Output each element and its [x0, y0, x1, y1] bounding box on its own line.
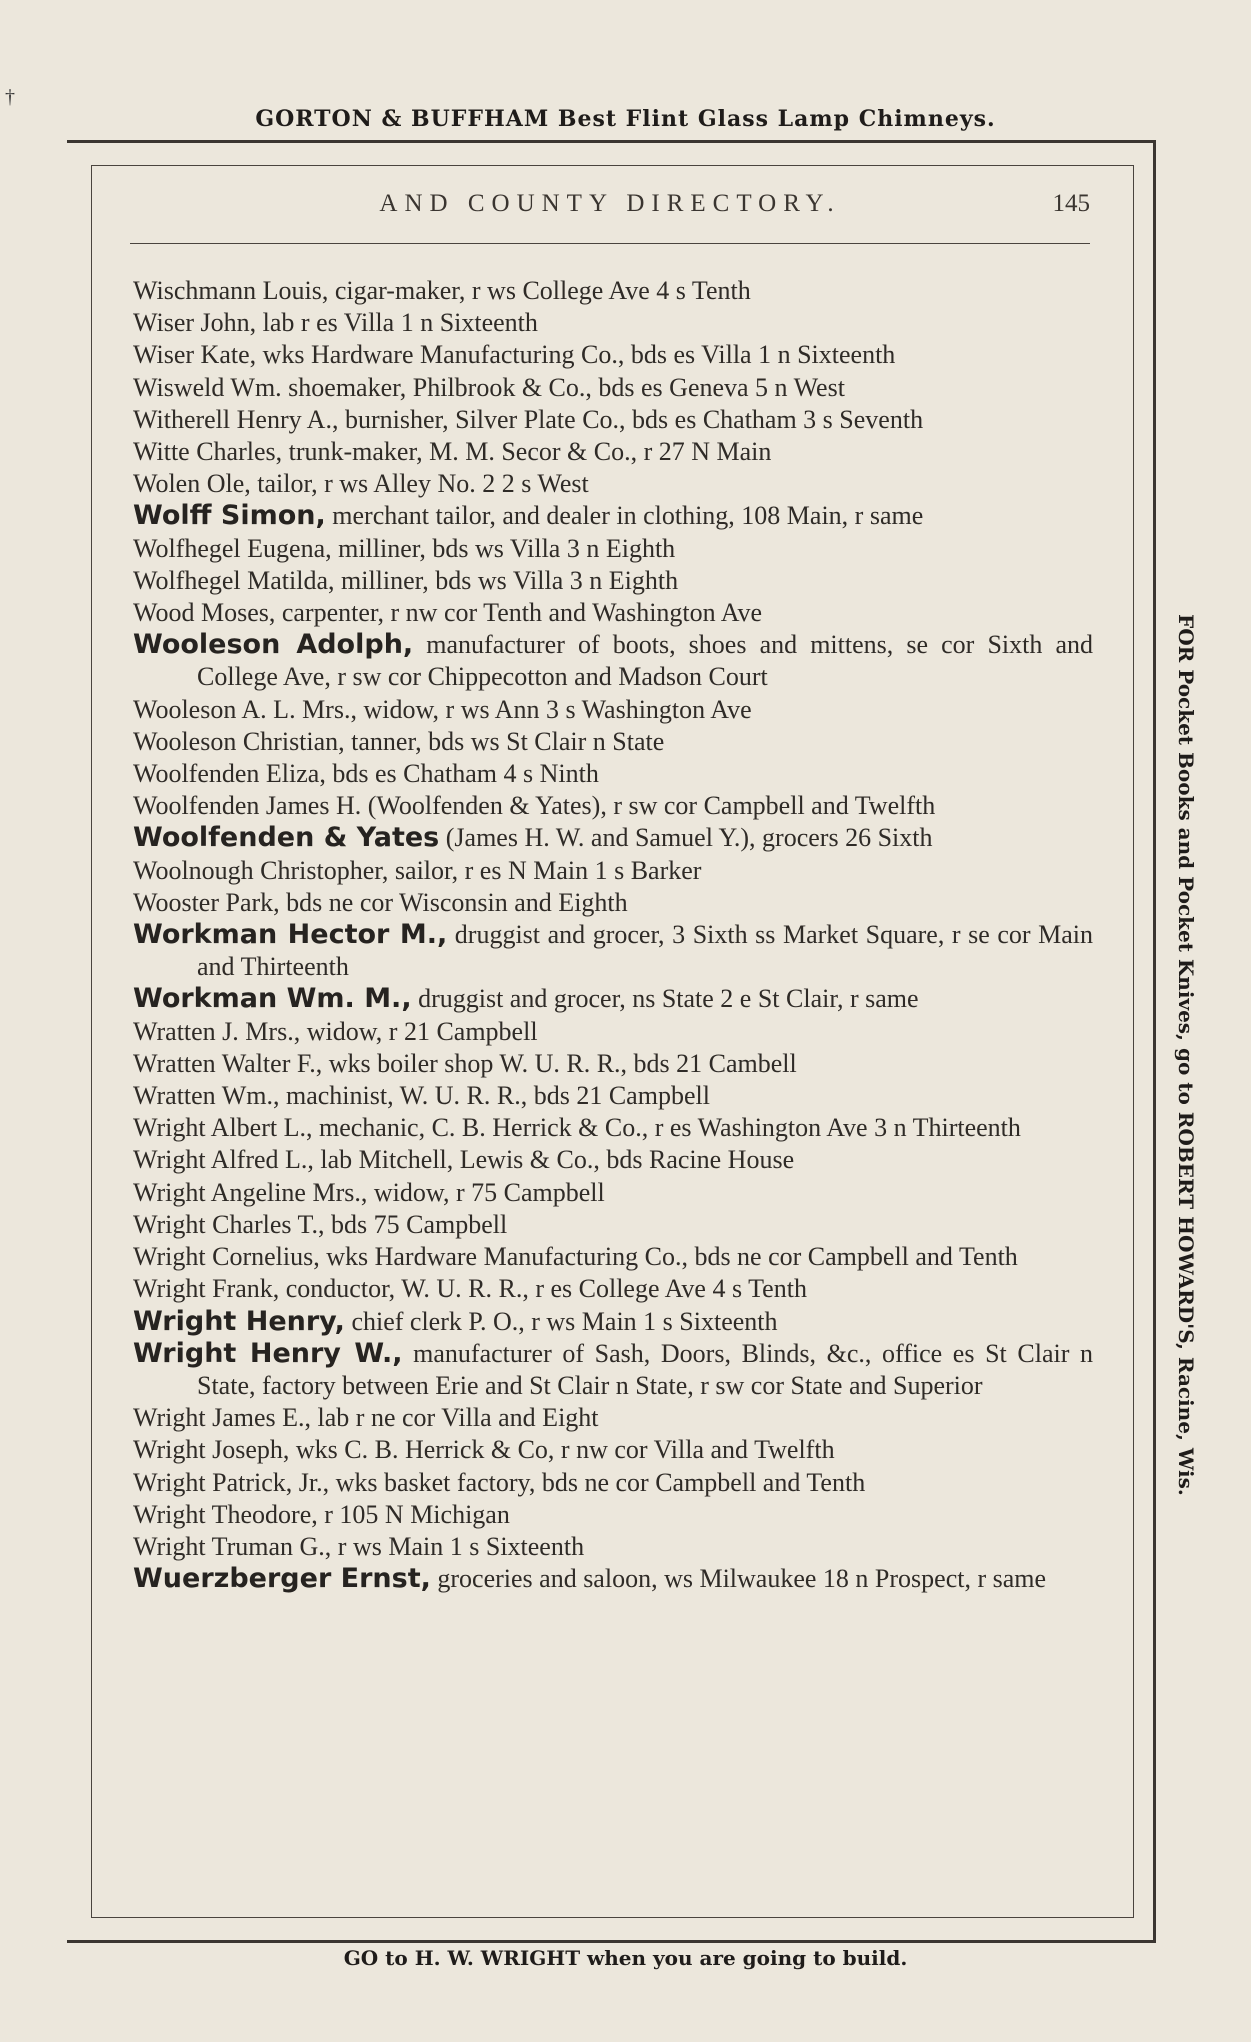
directory-entry: [133, 726, 1093, 758]
directory-entry: [133, 1209, 1093, 1241]
entry-text: Wright Angeline Mrs., widow, r 75 Campbell: [133, 1177, 605, 1207]
directory-entry: [133, 275, 1093, 307]
directory-entry: [133, 758, 1093, 790]
entry-name-bold: Wright Henry W.,: [133, 1337, 403, 1369]
directory-entry: [133, 887, 1093, 919]
entry-text: Wratten J. Mrs., widow, r 21 Campbell: [133, 1016, 538, 1046]
entry-text: Wooster Park, bds ne cor Wisconsin and Eighth: [133, 887, 628, 917]
directory-entry: [133, 855, 1093, 887]
entry-text: Wright Charles T., bds 75 Campbell: [133, 1209, 508, 1239]
entry-text: Wooleson A. L. Mrs., widow, r ws Ann 3 s Washington Ave: [133, 694, 752, 724]
entry-name-bold: Wright Henry,: [133, 1305, 345, 1337]
entry-text: druggist and grocer, 3 Sixth ss Market Square, r se cor Main and Thirteenth: [197, 920, 1094, 982]
margin-mark: †: [5, 86, 15, 108]
directory-entry: [133, 1016, 1093, 1048]
entry-text: Wischmann Louis, cigar-maker, r ws College Ave 4 s Tenth: [133, 276, 751, 305]
directory-entry: [133, 1177, 1093, 1209]
entry-text: Wright Alfred L., lab Mitchell, Lewis & Co., bds Racine House: [133, 1145, 795, 1175]
entry-text: Wright Theodore, r 105 N Michigan: [133, 1499, 510, 1529]
entry-text: Woolnough Christopher, sailor, r es N Main 1 s Barker: [133, 855, 702, 885]
directory-entry: [133, 436, 1093, 468]
running-header: [130, 190, 1090, 226]
directory-entry: [133, 983, 1093, 1015]
entry-text: groceries and saloon, ws Milwaukee 18 n Prospect, r same: [430, 1564, 1047, 1594]
directory-entry: [133, 1080, 1093, 1112]
entry-text: Wisweld Wm. shoemaker, Philbrook & Co., bds es Geneva 5 n West: [133, 372, 845, 402]
directory-entry: [133, 372, 1093, 404]
directory-entry: [133, 1467, 1093, 1499]
directory-entry: [133, 1306, 1093, 1338]
entry-text: Woolfenden James H. (Woolfenden & Yates), r sw cor Campbell and Twelfth: [133, 791, 936, 821]
directory-entry: [133, 919, 1093, 983]
entry-name-bold: Woolfenden & Yates: [133, 822, 440, 854]
directory-entry-list: [133, 275, 1093, 1595]
directory-entry: [133, 1499, 1093, 1531]
directory-title: AND COUNTY DIRECTORY.: [379, 190, 841, 217]
entry-name-bold: Workman Hector M.,: [133, 919, 448, 951]
directory-entry: [133, 1434, 1093, 1466]
entry-text: Wright Cornelius, wks Hardware Manufacturing Co., bds ne cor Campbell and Tenth: [133, 1242, 1018, 1272]
entry-text: Wright Patrick, Jr., wks basket factory, bds ne cor Campbell and Tenth: [133, 1467, 866, 1497]
entry-text: merchant tailor, and dealer in clothing, 108 Main, r same: [325, 501, 924, 531]
entry-text: Wright Joseph, wks C. B. Herrick & Co, r nw cor Villa and Twelfth: [133, 1435, 835, 1465]
directory-entry: [133, 339, 1093, 371]
entry-text: Witherell Henry A., burnisher, Silver Plate Co., bds es Chatham 3 s Seventh: [133, 404, 924, 434]
directory-entry: [133, 822, 1093, 854]
directory-entry: [133, 1144, 1093, 1176]
entry-text: Wright Albert L., mechanic, C. B. Herrick & Co., r es Washington Ave 3 n Thirteenth: [133, 1113, 1021, 1143]
entry-text: Wooleson Christian, tanner, bds ws St Clair n State: [133, 726, 665, 756]
directory-entry: [133, 1112, 1093, 1144]
directory-entry: [133, 1402, 1093, 1434]
entry-text: Wright Frank, conductor, W. U. R. R., r es College Ave 4 s Tenth: [133, 1274, 807, 1304]
entry-name-bold: Wooleson Adolph,: [133, 629, 414, 661]
entry-text: Witte Charles, trunk-maker, M. M. Secor & Co., r 27 N Main: [133, 437, 772, 467]
entry-text: Wiser Kate, wks Hardware Manufacturing Co., bds es Villa 1 n Sixteenth: [133, 340, 896, 370]
directory-entry: [133, 468, 1093, 500]
entry-name-bold: Workman Wm. M.,: [133, 983, 412, 1015]
entry-text: Wolfhegel Eugena, milliner, bds ws Villa 3 n Eighth: [133, 533, 676, 563]
entry-text: Woolfenden Eliza, bds es Chatham 4 s Ninth: [133, 759, 599, 789]
entry-text: Wolfhegel Matilda, milliner, bds ws Villa 3 n Eighth: [133, 565, 679, 595]
header-rule: [130, 243, 1090, 244]
entry-text: druggist and grocer, ns State 2 e St Clair, r same: [411, 984, 919, 1014]
directory-entry: [133, 1048, 1093, 1080]
directory-entry: [133, 694, 1093, 726]
directory-entry: [133, 790, 1093, 822]
directory-entry: [133, 1241, 1093, 1273]
entry-name-bold: Wuerzberger Ernst,: [133, 1563, 431, 1595]
entry-name-bold: Wolff Simon,: [133, 500, 326, 532]
directory-entry: [133, 565, 1093, 597]
directory-entry: [133, 1338, 1093, 1402]
side-advertisement-banner: FOR Pocket Books and Pocket Knives, go to ROBERT HOWARD'S, Racine, Wis.: [1174, 614, 1198, 1496]
entry-text: Wright James E., lab r ne cor Villa and Eight: [133, 1403, 599, 1433]
page-number: 145: [1052, 190, 1090, 217]
entry-text: Wratten Walter F., wks boiler shop W. U. R. R., bds 21 Cambell: [133, 1048, 797, 1078]
directory-entry: [133, 533, 1093, 565]
entry-text: Wratten Wm., machinist, W. U. R. R., bds 21 Campbell: [133, 1081, 710, 1111]
entry-text: chief clerk P. O., r ws Main 1 s Sixteenth: [344, 1306, 778, 1336]
bottom-advertisement-banner: GO to H. W. WRIGHT when you are going to build.: [343, 1946, 908, 1970]
entry-text: Wolen Ole, tailor, r ws Alley No. 2 2 s West: [133, 469, 589, 499]
directory-entry: [133, 1273, 1093, 1305]
directory-entry: [133, 404, 1093, 436]
entry-text: manufacturer of Sash, Doors, Blinds, &c., office es St Clair n State, factory between Erie and St Clair n State, r sw cor State and Superior: [197, 1338, 1093, 1400]
entry-text: manufacturer of boots, shoes and mittens, se cor Sixth and College Ave, r sw cor Chippecotton and Madson Court: [197, 630, 1093, 692]
top-advertisement-banner: GORTON & BUFFHAM Best Flint Glass Lamp Chimneys.: [255, 106, 996, 132]
directory-entry: [133, 1563, 1093, 1595]
directory-entry: [133, 1531, 1093, 1563]
directory-entry: [133, 597, 1093, 629]
entry-text: (James H. W. and Samuel Y.), grocers 26 Sixth: [439, 823, 933, 853]
entry-text: Wright Truman G., r ws Main 1 s Sixteenth: [133, 1531, 585, 1561]
entry-text: Wood Moses, carpenter, r nw cor Tenth and Washington Ave: [133, 598, 763, 628]
directory-entry: [133, 307, 1093, 339]
directory-entry: [133, 629, 1093, 693]
entry-text: Wiser John, lab r es Villa 1 n Sixteenth: [133, 308, 538, 338]
directory-entry: [133, 500, 1093, 532]
